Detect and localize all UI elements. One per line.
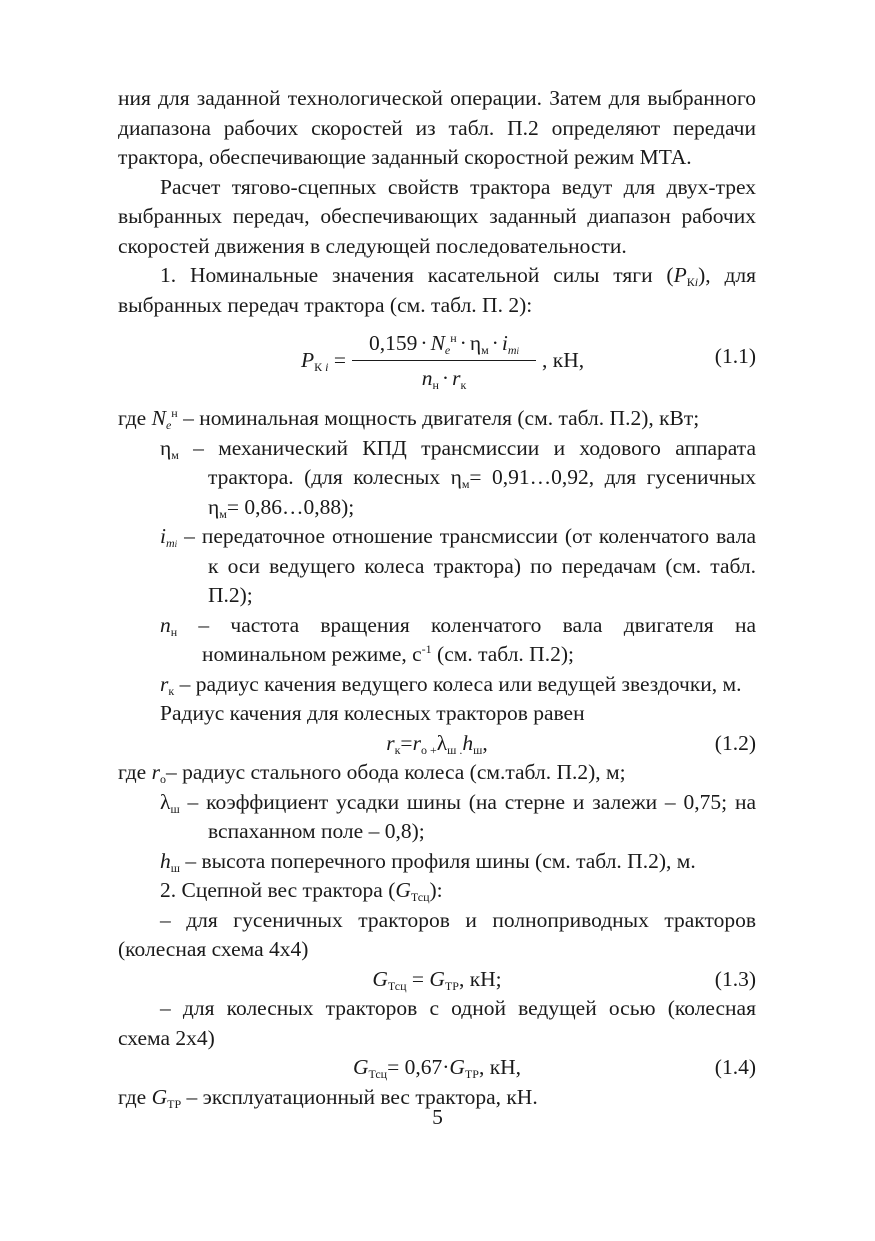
- eq1-number: (1.1): [714, 344, 756, 368]
- def-rk: $r_к$ – радиус качения ведущего колеса или ведущей звездочки, м.: [160, 671, 742, 698]
- paragraph-2: Расчет тягово-сцепных свойств трактора ведут для двух-трех выбранных передач, обеспечивающих заданный диапазон рабочих скоростей движения в следующей последовательности.: [118, 174, 756, 258]
- eq2-body: $r_к=r_{о +}\lambda_{ш .}h_ш$,: [386, 730, 488, 757]
- item-2: 2. Сцепной вес трактора $(G_{Тсц})$:: [160, 878, 443, 904]
- eq1-lhs: $P_{К i}$ =: [301, 347, 347, 374]
- page-number: 5: [432, 1105, 443, 1129]
- item1-text-a: 1. Номинальные значения касательной силы тяги (: [160, 263, 674, 287]
- pk-subscript: Кi: [686, 275, 699, 289]
- page-body: [118, 84, 756, 1112]
- def-eta: $\eta_м$ – механический КПД трансмиссии и ходового аппарата трактора. (для колесных $\eta_м=$ 0,91…0,92, для гусеничных $\eta_м=$ 0,86…0,88);: [160, 435, 757, 521]
- paragraph-1: ния для заданной технологической операции. Затем для выбранного диапазона рабочих скоростей из табл. П.2 определяют передачи трактора, обеспечивающие заданный скоростной режим МТА.: [118, 86, 756, 169]
- def-im: $i_{mi}$ – передаточное отношение трансмиссии (от коленчатого вала к оси ведущего колеса трактора) по передачам (см. табл. П.2);: [160, 524, 756, 607]
- case-2: – для колесных тракторов с одной ведущей осью (колесная схема 2х4): [118, 996, 756, 1050]
- def-h: $h_ш$ – высота поперечного профиля шины (см. табл. П.2), м.: [160, 848, 696, 875]
- item1-text-b: ), для выбранных передач трактора (см. табл. П. 2):: [118, 263, 756, 317]
- def-gtr: где $G_{ТР}$ – эксплуатационный вес трактора, кН.: [118, 1084, 538, 1111]
- eq1-unit: , кН,: [542, 347, 585, 372]
- def-nn: $n_н$ – частота вращения коленчатого вала двигателя на номинальном режиме, $с^{-1}$ (см. табл. П.2);: [160, 612, 756, 666]
- eq4-number: (1.4): [714, 1055, 756, 1079]
- def-lambda: $\lambda_ш$ – коэффициент усадки шины (на стерне и залежи – 0,75; на вспаханном поле – 0,8);: [160, 789, 756, 843]
- eq3-body: $G_{Тсц} = G_{ТР}$, кН;: [372, 966, 502, 993]
- eq3-number: (1.3): [714, 966, 756, 991]
- def-ne: где $N_e^н$ – номинальная мощность двигателя (см. табл. П.2), кВт;: [118, 406, 700, 432]
- case-1: – для гусеничных тракторов и полноприводных тракторов (колесная схема 4х4): [118, 907, 756, 961]
- pk-symbol: P: [673, 263, 687, 287]
- def-ro: где $r_о-$ радиус стального обода колеса (см.табл. П.2), м;: [118, 760, 626, 786]
- eq2-number: (1.2): [714, 730, 756, 755]
- equation-1-4: [118, 1053, 756, 1083]
- eq1-fraction: [352, 329, 536, 392]
- eq1-denominator: $n_н \cdot r_к$: [352, 360, 536, 392]
- equation-1-3: [118, 965, 756, 995]
- equation-1-1: [118, 320, 756, 400]
- eq1-numerator: $0,159 \cdot N_e^н \cdot \eta_м \cdot i_{mi}$: [369, 330, 520, 357]
- eq4-body: $G_{Тсц}= 0,67\cdot G_{ТР}$, кН,: [352, 1055, 522, 1081]
- radius-intro: Радиус качения для колесных тракторов равен: [160, 701, 585, 725]
- equation-1-2: [118, 729, 756, 759]
- paragraph-3: [118, 261, 756, 320]
